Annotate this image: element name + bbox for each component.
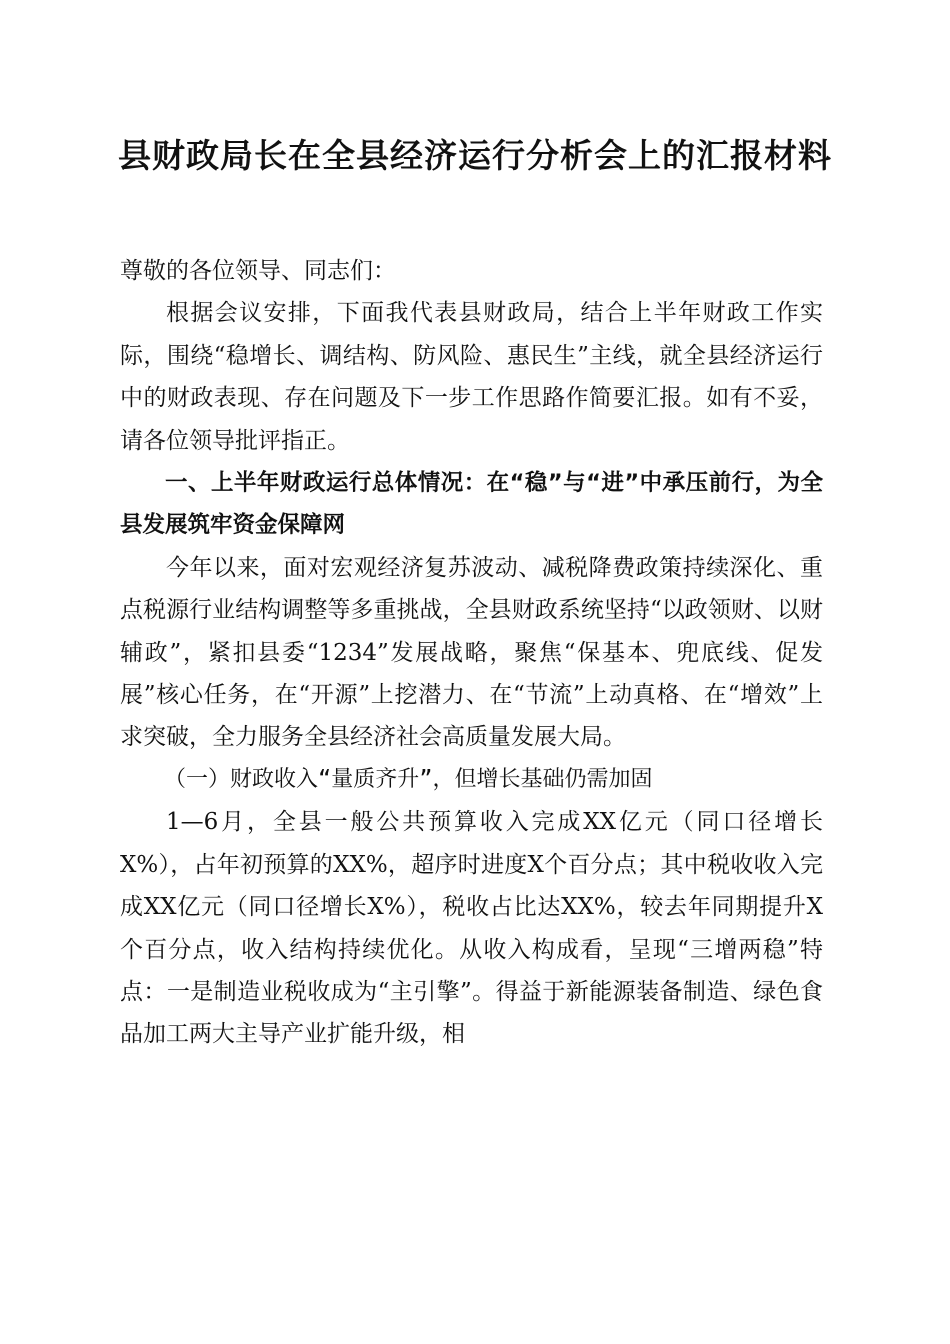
- document-title: 县财政局长在全县经济运行分析会上的汇报材料: [118, 136, 832, 175]
- salutation: 尊敬的各位领导、同志们：: [120, 258, 396, 284]
- section-1-paragraph: 今年以来，面对宏观经济复苏波动、减税降费政策持续深化、重点税源行业结构调整等多重挑战，全县财政系统坚持“以政领财、以财辅政”，紧扣县委“1234”发展战略，聚焦“保基本、兜底线、促发展”核心任务，在“开源”上挖潜力、在“节流”上动真格、在“增效”上求突破，全力服务全县经济社会高质量发展大局。: [120, 554, 823, 751]
- section-heading-1: 一、上半年财政运行总体情况：在“稳”与“进”中承压前行，为全县发展筑牢资金保障网: [120, 470, 823, 539]
- document-body: [120, 250, 823, 1056]
- subsection-heading-1: （一）财政收入“量质齐升”，但增长基础仍需加固: [164, 766, 653, 792]
- intro-paragraph: 根据会议安排，下面我代表县财政局，结合上半年财政工作实际，围绕“稳增长、调结构、防风险、惠民生”主线，就全县经济运行中的财政表现、存在问题及下一步工作思路作简要汇报。如有不妥，请各位领导批评指正。: [120, 300, 823, 454]
- subsection-1-paragraph: 1—6月，全县一般公共预算收入完成XX亿元（同口径增长X%），占年初预算的XX%，超序时进度X个百分点；其中税收收入完成XX亿元（同口径增长X%），税收占比达XX%，较去年同期提升X个百分点，收入结构持续优化。从收入构成看，呈现“三增两稳”特点：一是制造业税收成为“主引擎”。得益于新能源装备制造、绿色食品加工两大主导产业扩能升级，相: [120, 809, 823, 1048]
